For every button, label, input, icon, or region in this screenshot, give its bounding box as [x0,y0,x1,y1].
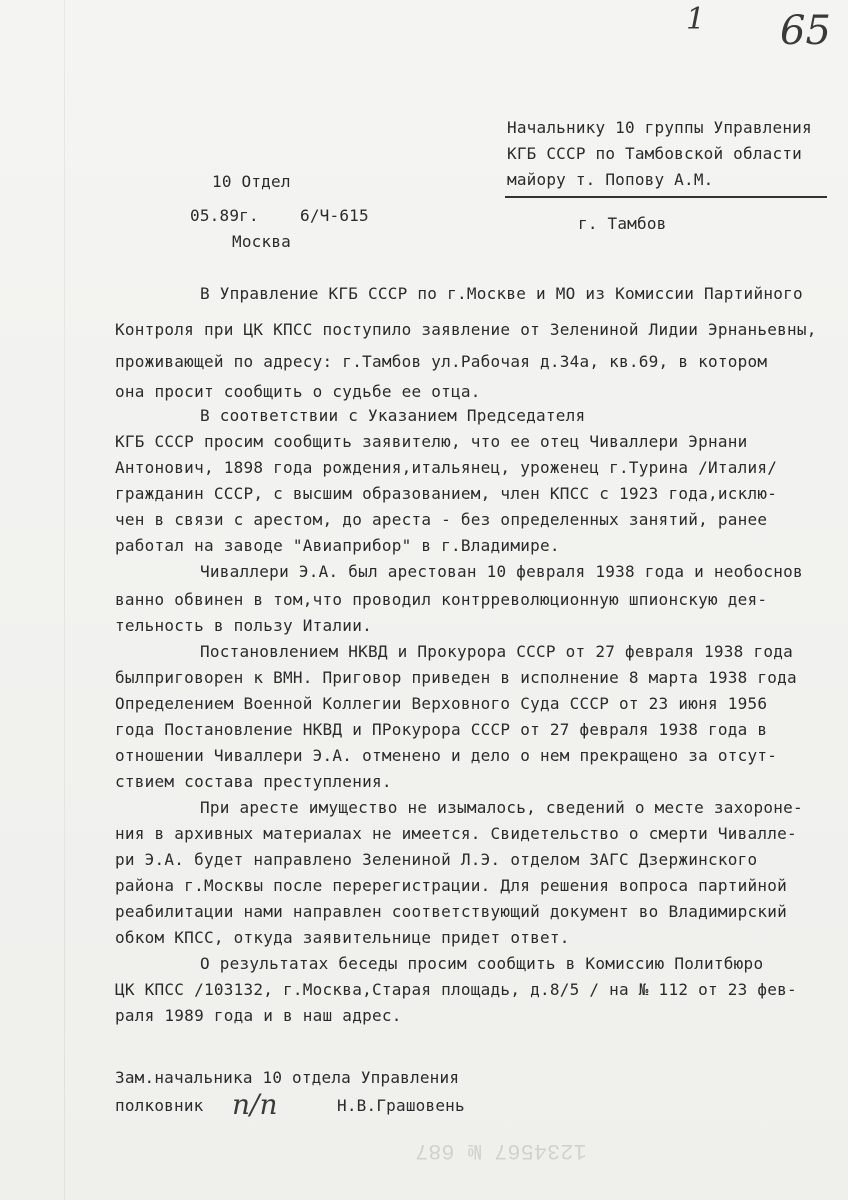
body-line: отношении Чиваллери Э.А. отменено и дело о нем прекращено за отсут- [115,746,778,765]
body-line: ри Э.А. будет направлено Зелениной Л.Э. отделом ЗАГС Дзержинского [115,850,758,869]
addressee-city: г. Тамбов [578,214,667,233]
body-line: ванно обвинен в том,что проводил контрреволюционную шпионскую дея- [115,590,768,609]
body-line: проживающей по адресу: г.Тамбов ул.Рабочая д.34а, кв.69, в котором [115,352,768,371]
body-line: Определением Военной Коллегии Верховного Суда СССР от 23 июня 1956 [115,694,768,713]
body-line: работал на заводе "Авиаприбор" в г.Владимире. [115,536,560,555]
sender-reference-number: 6/Ч-615 [300,206,369,225]
body-line: КГБ СССР просим сообщить заявителю, что ее отец Чиваллери Эрнани [115,432,748,451]
body-line: Антонович, 1898 года рождения,итальянец, уроженец г.Турина /Италия/ [115,458,778,477]
addressee-line-3: майору т. Попову А.М. [507,170,714,189]
addressee-line-1: Начальнику 10 группы Управления [507,118,812,137]
handwritten-page-number: 65 [780,8,831,54]
signature-position: Зам.начальника 10 отдела Управления [115,1068,460,1087]
body-line: гражданин СССР, с высшим образованием, член КПСС с 1923 года,исклю- [115,484,778,503]
body-line: тельность в пользу Италии. [115,616,372,635]
signature-name: Н.В.Грашовень [337,1096,465,1115]
body-line: она просит сообщить о судьбе ее отца. [115,382,481,401]
body-line: чен в связи с арестом, до ареста - без определенных занятий, ранее [115,510,768,529]
body-line: Постановлением НКВД и Прокурора СССР от 27 февраля 1938 года [200,642,793,661]
addressee-underline [505,196,827,198]
body-line: ЦК КПСС /103132, г.Москва,Старая площадь, д.8/5 / на № 112 от 23 фев- [115,980,797,999]
body-line: Чиваллери Э.А. был арестован 10 февраля 1938 года и необоснов [200,562,803,581]
body-line: обком КПСС, откуда заявительнице придет ответ. [115,928,570,947]
body-line: ствием состава преступления. [115,772,392,791]
body-line: года Постановление НКВД и ПРокурора СССР от 27 февраля 1938 года в [115,720,768,739]
bleed-through-stamp: 1234567 № 687 [415,1138,587,1163]
body-line: района г.Москвы после перерегистрации. Для решения вопроса партийной [115,876,788,895]
body-line: При аресте имущество не изымалось, сведений о месте захороне- [200,798,803,817]
body-line: ния в архивных материалах не имеется. Свидетельство о смерти Чивалле- [115,824,797,843]
signature-pp-handwritten: п/п [232,1088,278,1121]
addressee-line-2: КГБ СССР по Тамбовской области [507,144,802,163]
body-line: В соответствии с Указанием Председателя [200,406,586,425]
body-line: Контроля при ЦК КПСС поступило заявление от Зелениной Лидии Эрнаньевны, [115,320,817,339]
body-line: раля 1989 года и в наш адрес. [115,1006,402,1025]
body-line: реабилитации нами направлен соответствующий документ во Владимирский [115,902,788,921]
sender-city: Москва [232,232,291,251]
signature-rank: полковник [115,1096,204,1115]
body-line: В Управление КГБ СССР по г.Москве и МО из Комиссии Партийного [200,284,803,303]
body-line: О результатах беседы просим сообщить в Комиссию Политбюро [200,954,764,973]
sender-department: 10 Отдел [212,172,291,191]
body-line: былприговорен к ВМН. Приговор приведен в исполнение 8 марта 1938 года [115,668,797,687]
page-fold-shadow [64,0,65,1200]
sender-date: 05.89г. [190,206,259,225]
handwritten-mark: 1 [686,2,706,37]
